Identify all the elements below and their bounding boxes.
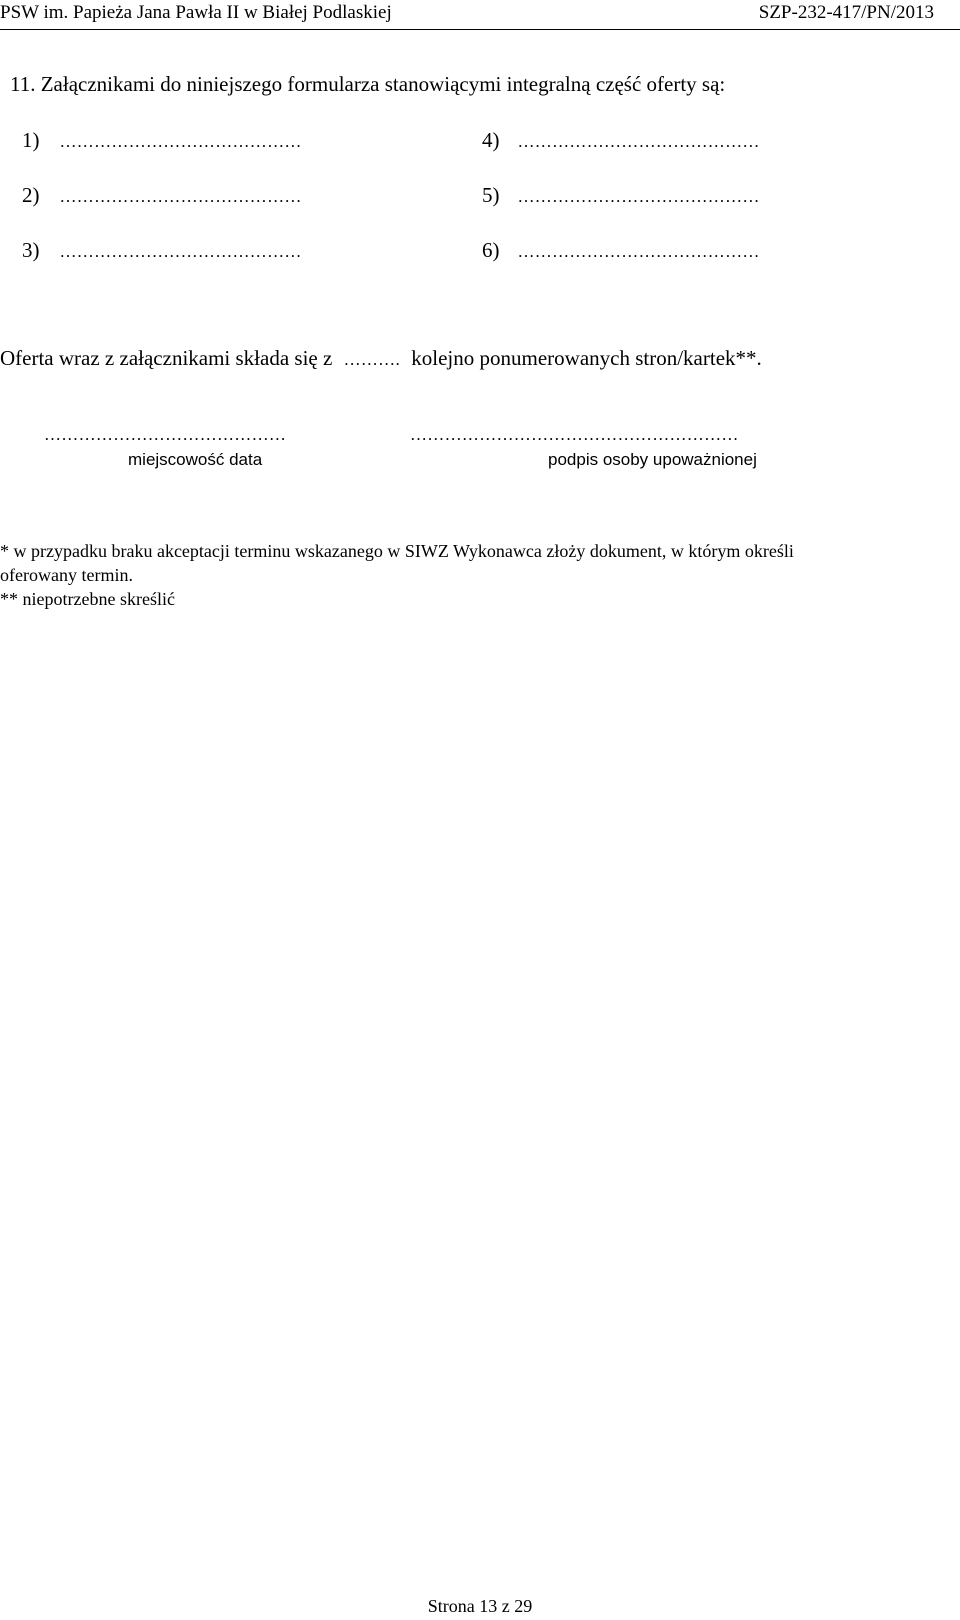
attachment-number: 1) <box>22 128 40 152</box>
attachment-fill-line: …………………………………… <box>59 132 302 151</box>
page-number: Strona 13 z 29 <box>427 1596 533 1616</box>
footnote-strike: ** niepotrzebne skreślić <box>0 589 175 609</box>
header-reference: SZP-232-417/PN/2013 <box>758 2 934 23</box>
attachment-item-1 <box>22 128 302 153</box>
attachment-number: 5) <box>482 183 500 207</box>
attachment-number: 2) <box>22 183 40 207</box>
place-date-label: miejscowość data <box>128 450 263 469</box>
offer-pages-fill: ………. <box>343 350 401 369</box>
offer-pages-statement <box>0 346 762 371</box>
attachment-item-5 <box>482 183 760 208</box>
signature-fill-line: ………………………………………………… <box>410 425 739 444</box>
attachment-item-2 <box>22 183 302 208</box>
header-institution: PSW im. Papieża Jana Pawła II w Białej Podlaskiej <box>0 2 392 23</box>
attachment-fill-line: …………………………………… <box>517 132 760 151</box>
attachment-number: 6) <box>482 238 500 262</box>
attachment-item-4 <box>482 128 760 153</box>
attachments-heading: 11. Załącznikami do niniejszego formularza stanowiącymi integralną część oferty są: <box>10 72 726 96</box>
footnote-term-continued: oferowany termin. <box>0 565 133 585</box>
header-divider <box>0 29 960 30</box>
offer-suffix: kolejno ponumerowanych stron/kartek**. <box>411 346 762 370</box>
place-date-fill-line: …………………………………… <box>44 425 287 444</box>
attachment-item-6 <box>482 238 760 263</box>
attachment-fill-line: …………………………………… <box>517 187 760 206</box>
footnote-term: * w przypadku braku akceptacji terminu wskazanego w SIWZ Wykonawca złoży dokument, w którym określi <box>0 541 794 561</box>
attachment-fill-line: …………………………………… <box>517 242 760 261</box>
attachment-fill-line: …………………………………… <box>59 242 302 261</box>
attachment-number: 3) <box>22 238 40 262</box>
offer-prefix: Oferta wraz z załącznikami składa się z <box>0 346 333 370</box>
attachment-fill-line: …………………………………… <box>59 187 302 206</box>
signature-label: podpis osoby upoważnionej <box>548 450 757 469</box>
attachment-item-3 <box>22 238 302 263</box>
attachment-number: 4) <box>482 128 500 152</box>
